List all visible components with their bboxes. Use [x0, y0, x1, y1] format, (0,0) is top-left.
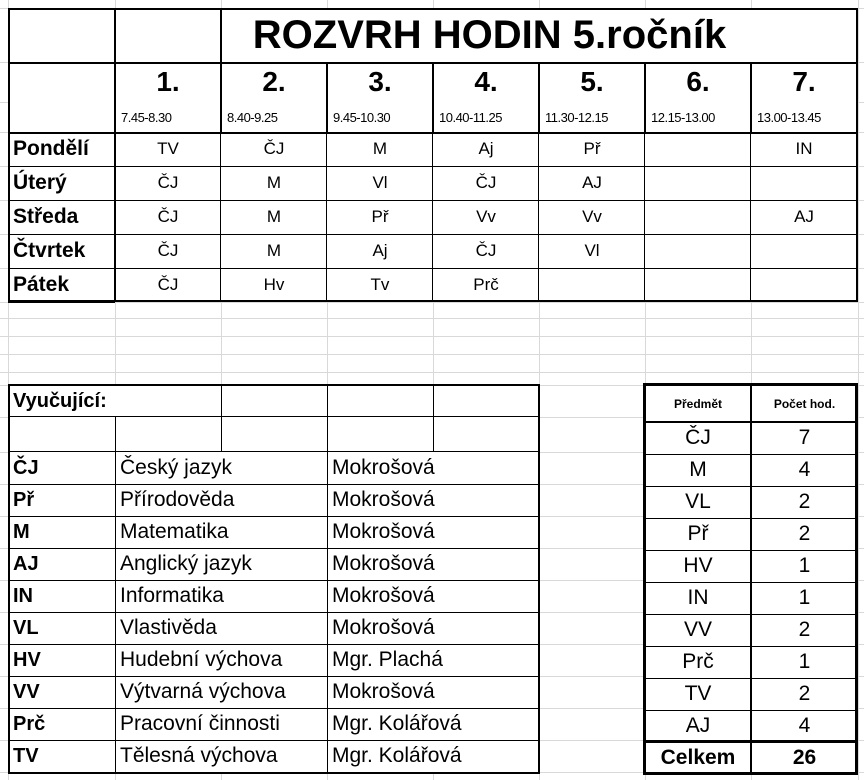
border-line [220, 132, 221, 302]
day-label: Úterý [13, 171, 67, 194]
border-line [750, 132, 751, 302]
border-line [326, 132, 327, 302]
teacher-name: Mokrošová [332, 456, 435, 479]
lesson-cell[interactable] [645, 234, 751, 268]
grid-line [0, 336, 864, 337]
border-line [8, 484, 540, 485]
hours-subject: Prč [682, 650, 714, 673]
teacher-name: Mokrošová [332, 680, 435, 703]
lesson-cell[interactable]: Vv [582, 207, 602, 226]
border-line [8, 416, 540, 417]
lesson-cell[interactable]: Aj [478, 139, 494, 158]
lesson-cell[interactable]: M [266, 207, 282, 226]
hours-subject: AJ [685, 714, 711, 737]
period-time: 10.40-11.25 [439, 109, 502, 125]
border-line [8, 580, 540, 581]
teacher-name: Mokrošová [332, 488, 435, 511]
lesson-cell[interactable]: AJ [794, 207, 814, 226]
lesson-cell[interactable]: TV [157, 139, 179, 158]
grid-line [858, 0, 859, 780]
day-label: Středa [13, 205, 79, 228]
hours-count: 1 [798, 586, 811, 609]
lesson-cell[interactable]: Vv [476, 207, 496, 226]
lesson-cell[interactable]: Př [371, 207, 389, 226]
subject-name: Matematika [120, 520, 229, 543]
lesson-cell[interactable]: ČJ [157, 275, 179, 294]
subject-name: Informatika [120, 584, 224, 607]
border-line [8, 708, 540, 709]
border-line [8, 302, 115, 303]
subject-code: Př [13, 488, 35, 511]
border-line [8, 200, 115, 201]
lesson-cell[interactable]: ČJ [263, 139, 285, 158]
subject-name: Hudební výchova [120, 648, 283, 671]
subject-code: TV [13, 744, 39, 767]
lesson-cell[interactable] [539, 268, 645, 302]
lesson-cell[interactable]: Hv [263, 275, 285, 294]
border-line [8, 451, 540, 452]
hours-subject: HV [683, 554, 713, 577]
lesson-cell[interactable]: M [372, 139, 388, 158]
hours-subject: IN [687, 586, 709, 609]
period-number: 2. [262, 66, 286, 97]
border-line [8, 516, 540, 517]
teacher-name: Mgr. Plachá [332, 648, 443, 671]
hours-subject: Př [687, 522, 709, 545]
subject-name: Tělesná výchova [120, 744, 278, 767]
border-line [115, 416, 116, 772]
hours-count: 2 [798, 522, 811, 545]
lesson-cell[interactable]: ČJ [475, 241, 497, 260]
hours-subject: VL [685, 490, 711, 513]
hours-count: 2 [798, 682, 811, 705]
border-line [8, 300, 858, 302]
lesson-cell[interactable]: Prč [473, 275, 499, 294]
hours-count: 2 [798, 490, 811, 513]
lesson-cell[interactable]: ČJ [157, 241, 179, 260]
teacher-name: Mokrošová [332, 584, 435, 607]
period-number: 3. [368, 66, 392, 97]
lesson-cell[interactable]: IN [795, 139, 813, 158]
hours-count: 4 [798, 458, 811, 481]
period-time: 13.00-13.45 [757, 109, 821, 125]
teacher-name: Mokrošová [332, 520, 435, 543]
border-line [220, 62, 222, 134]
hours-count: 1 [798, 554, 811, 577]
border-line [221, 384, 222, 452]
border-line [115, 166, 858, 167]
subject-name: Pracovní činnosti [120, 712, 280, 735]
page-title: ROZVRH HODIN 5.ročník [252, 12, 727, 57]
subject-code: HV [13, 648, 41, 671]
teacher-name: Mokrošová [332, 552, 435, 575]
border-line [8, 740, 540, 741]
border-line [8, 676, 540, 677]
period-time: 12.15-13.00 [651, 109, 715, 125]
day-label: Pondělí [13, 137, 89, 160]
subject-code: Prč [13, 712, 46, 735]
grid-line [0, 354, 864, 355]
lesson-cell[interactable] [751, 234, 857, 268]
border-line [538, 132, 539, 302]
border-line [115, 234, 858, 235]
subject-name: Český jazyk [120, 456, 233, 479]
border-line [643, 383, 646, 775]
hours-count: 7 [798, 426, 811, 449]
teacher-name: Mgr. Kolářová [332, 712, 462, 735]
border-line [327, 384, 328, 772]
border-line [644, 132, 645, 302]
hours-header-subject: Předmět [673, 396, 723, 411]
hours-count: 2 [798, 618, 811, 641]
subject-name: Přírodověda [120, 488, 235, 511]
border-line [855, 383, 858, 775]
hours-subject: M [689, 458, 707, 481]
lesson-cell[interactable]: Tv [370, 275, 390, 294]
grid-line [0, 302, 864, 303]
period-time: 9.45-10.30 [333, 109, 391, 125]
subject-name: Anglický jazyk [120, 552, 252, 575]
teacher-name: Mokrošová [332, 616, 435, 639]
hours-count: 4 [798, 714, 811, 737]
border-line [8, 384, 10, 774]
subject-code: M [13, 520, 30, 543]
hours-header-count: Počet hod. [773, 396, 836, 411]
border-line [8, 8, 10, 302]
lesson-cell[interactable] [645, 200, 751, 234]
period-number: 6. [686, 66, 710, 97]
border-line [8, 8, 858, 10]
period-time: 7.45-8.30 [121, 109, 172, 125]
border-line [750, 383, 752, 775]
lesson-cell[interactable]: Př [583, 139, 601, 158]
border-line [220, 8, 222, 64]
hours-count: 1 [798, 650, 811, 673]
lesson-cell[interactable]: Aj [372, 241, 388, 260]
hours-total-value: 26 [792, 746, 817, 769]
subject-code: IN [13, 584, 33, 607]
grid-line [0, 372, 864, 373]
period-time: 11.30-12.15 [545, 109, 608, 125]
lesson-cell[interactable] [751, 268, 857, 302]
lesson-cell[interactable]: Vl [584, 241, 600, 260]
hours-subject: VV [683, 618, 712, 641]
period-number: 4. [474, 66, 498, 97]
lesson-cell[interactable]: ČJ [157, 173, 179, 192]
lesson-cell[interactable]: ČJ [475, 173, 497, 192]
lesson-cell[interactable] [645, 268, 751, 302]
border-line [750, 62, 752, 134]
lesson-cell[interactable]: Vl [372, 173, 388, 192]
border-line [538, 62, 540, 134]
lesson-cell[interactable] [645, 166, 751, 200]
border-line [8, 548, 540, 549]
border-line [644, 62, 646, 134]
border-line [538, 384, 540, 774]
border-line [8, 644, 540, 645]
lesson-cell[interactable]: ČJ [157, 207, 179, 226]
lesson-cell[interactable] [645, 132, 751, 166]
period-time: 8.40-9.25 [227, 109, 278, 125]
subject-code: AJ [13, 552, 39, 575]
subject-code: VV [13, 680, 40, 703]
border-line [432, 62, 434, 134]
subject-name: Výtvarná výchova [120, 680, 286, 703]
border-line [8, 234, 115, 235]
border-line [326, 62, 328, 134]
border-line [433, 384, 434, 452]
border-line [8, 384, 540, 386]
lesson-cell[interactable]: M [266, 241, 282, 260]
grid-line [0, 318, 864, 319]
lesson-cell[interactable]: AJ [582, 173, 602, 192]
lesson-cell[interactable] [751, 166, 857, 200]
period-number: 5. [580, 66, 604, 97]
border-line [8, 166, 115, 167]
teachers-label: Vyučující: [13, 389, 107, 412]
teacher-name: Mgr. Kolářová [332, 744, 462, 767]
hours-subject: TV [684, 682, 712, 705]
border-line [8, 612, 540, 613]
border-line [114, 8, 116, 302]
subject-name: Vlastivěda [120, 616, 217, 639]
border-line [115, 200, 858, 201]
hours-subject: ČJ [685, 426, 711, 449]
hours-total-label: Celkem [660, 746, 736, 769]
border-line [8, 268, 115, 269]
day-label: Pátek [13, 273, 70, 296]
subject-code: VL [13, 616, 39, 639]
day-label: Čtvrtek [13, 239, 86, 262]
border-line [856, 8, 858, 302]
period-number: 7. [792, 66, 816, 97]
border-line [8, 772, 540, 774]
period-number: 1. [156, 66, 180, 97]
border-line [432, 132, 433, 302]
subject-code: ČJ [13, 456, 39, 479]
border-line [115, 268, 858, 269]
lesson-cell[interactable]: M [266, 173, 282, 192]
